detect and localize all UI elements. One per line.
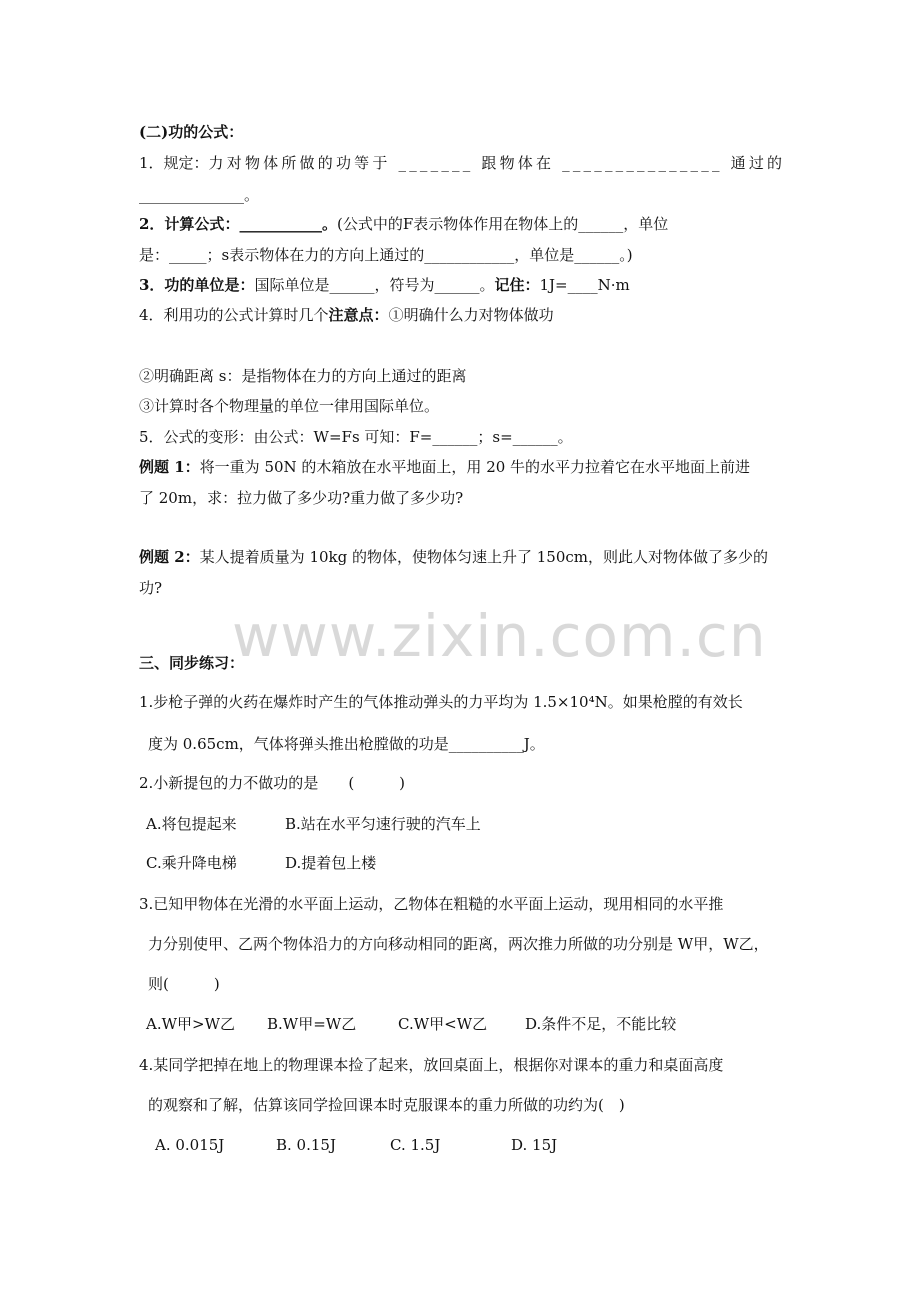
question-3-option-a: A.W甲>W乙 bbox=[146, 1015, 236, 1033]
watermark: www.zixin.com.cn bbox=[232, 602, 767, 670]
item-1-cont: ______________。 bbox=[139, 186, 260, 204]
item-2-cont: 是：_____；s表示物体在力的方向上通过的____________，单位是______。) bbox=[139, 246, 633, 264]
item-3-text: 国际单位是______，符号为______。 bbox=[254, 276, 495, 294]
question-4: 4.某同学把掉在地上的物理课本捡了起来，放回桌面上，根据你对课本的重力和桌面高度 bbox=[139, 1056, 724, 1074]
example-1 bbox=[139, 457, 750, 477]
item-4-c: ③计算时各个物理量的单位一律用国际单位。 bbox=[139, 397, 440, 415]
question-4-option-b: B. 0.15J bbox=[276, 1136, 336, 1154]
example-1-text: 将一重为 50N 的木箱放在水平地面上，用 20 牛的水平力拉着它在水平地面上前进 bbox=[199, 458, 751, 476]
question-3-option-b: B.W甲=W乙 bbox=[267, 1015, 357, 1033]
item-2-blank: ___________。 bbox=[239, 215, 337, 233]
question-3-cont: 力分别使甲、乙两个物体沿力的方向移动相同的距离，两次推力所做的功分别是 W甲，W乙， bbox=[148, 935, 769, 953]
question-4-option-d: D. 15J bbox=[511, 1136, 558, 1154]
item-3-note-label: 记住： bbox=[494, 276, 540, 294]
example-2-text: 某人提着质量为 10kg 的物体，使物体匀速上升了 150cm，则此人对物体做了多少的 bbox=[199, 548, 769, 566]
section-heading: (二)功的公式： bbox=[139, 123, 244, 141]
example-2 bbox=[139, 547, 768, 567]
item-4-bold: 注意点： bbox=[328, 306, 389, 324]
question-3-cont2: 则( ) bbox=[148, 975, 220, 993]
question-2-option-c: C.乘升降电梯 bbox=[146, 854, 237, 872]
example-1-label: 例题 1： bbox=[139, 458, 200, 476]
question-2: 2.小新提包的力不做功的是 ( ) bbox=[139, 774, 406, 792]
item-2-label: 2．计算公式： bbox=[139, 215, 240, 233]
item-1-label: 1．规定： bbox=[139, 154, 209, 172]
question-2-option-a: A.将包提起来 bbox=[146, 815, 237, 833]
example-2-cont: 功? bbox=[139, 579, 163, 597]
question-3: 3.已知甲物体在光滑的水平面上运动，乙物体在粗糙的水平面上运动，现用相同的水平推 bbox=[139, 895, 724, 913]
question-1: 1.步枪子弹的火药在爆炸时产生的气体推动弹头的力平均为 1.5×10⁴N。如果枪膛的有效长 bbox=[139, 693, 743, 711]
item-1-text: 力对物体所做的功等于 _______ 跟物体在 _______________ 通过的 bbox=[208, 154, 786, 172]
item-4-prefix: 4．利用功的公式计算时几个 bbox=[139, 306, 329, 324]
item-3-note: 1J=____N·m bbox=[539, 276, 630, 294]
item-5: 5．公式的变形：由公式：W=Fs 可知：F=______；s=______。 bbox=[139, 428, 573, 446]
question-3-option-c: C.W甲<W乙 bbox=[398, 1015, 488, 1033]
example-1-cont: 了 20m，求：拉力做了多少功?重力做了多少功? bbox=[139, 489, 464, 507]
question-2-option-d: D.提着包上楼 bbox=[285, 854, 377, 872]
question-1-cont: 度为 0.65cm，气体将弹头推出枪膛做的功是__________J。 bbox=[148, 735, 545, 753]
item-4 bbox=[139, 305, 554, 325]
question-4-option-a: A. 0.015J bbox=[155, 1136, 225, 1154]
question-4-cont: 的观察和了解，估算该同学捡回课本时克服课本的重力所做的功约为( ) bbox=[148, 1096, 625, 1114]
question-3-option-d: D.条件不足，不能比较 bbox=[525, 1015, 677, 1033]
practice-heading: 三、同步练习： bbox=[139, 654, 245, 672]
item-4-b: ②明确距离 s：是指物体在力的方向上通过的距离 bbox=[139, 367, 467, 385]
item-3-label: 3．功的单位是： bbox=[139, 276, 255, 294]
item-1 bbox=[139, 153, 785, 173]
item-2-text: (公式中的F表示物体作用在物体上的______，单位 bbox=[336, 215, 669, 233]
question-2-option-b: B.站在水平匀速行驶的汽车上 bbox=[285, 815, 481, 833]
example-2-label: 例题 2： bbox=[139, 548, 200, 566]
item-3 bbox=[139, 275, 630, 295]
item-2 bbox=[139, 214, 668, 234]
question-4-option-c: C. 1.5J bbox=[390, 1136, 441, 1154]
item-4-text: ①明确什么力对物体做功 bbox=[388, 306, 554, 324]
